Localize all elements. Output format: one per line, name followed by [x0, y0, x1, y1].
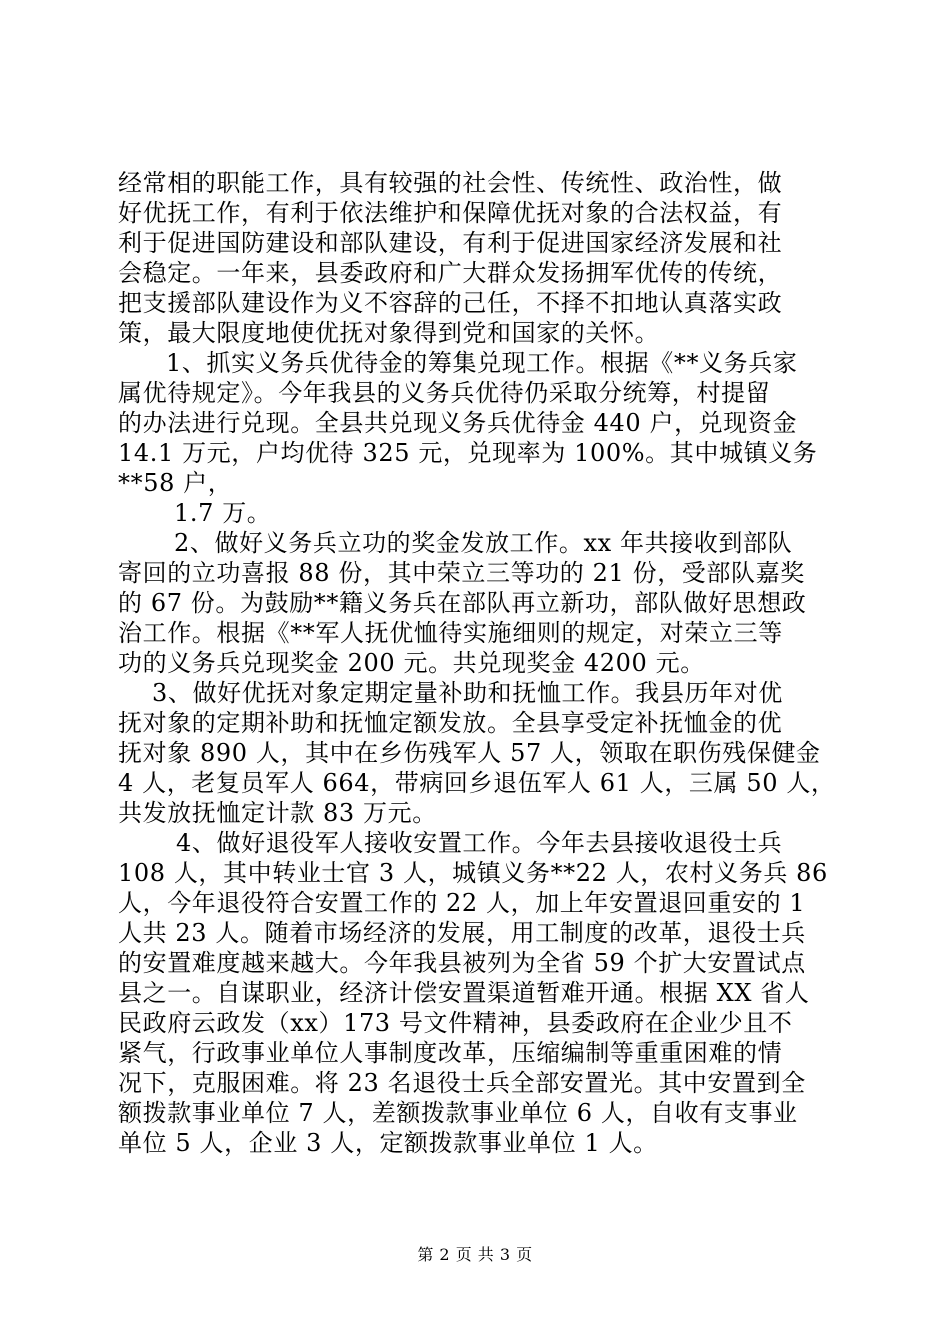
document-body [118, 168, 836, 1158]
paragraph-1-start: 1、抓实义务兵优待金的筹集兑现工作。根据《**义务兵家 [166, 349, 798, 377]
body-line: 利于促进国防建设和部队建设，有利于促进国家经济发展和社 [118, 229, 783, 257]
body-line: 经常相的职能工作，具有较强的社会性、传统性、政治性，做 [118, 169, 783, 197]
body-line: 抚对象的定期补助和抚恤定额发放。全县享受定补抚恤金的优 [118, 709, 783, 737]
body-line: 108 人，其中转业士官 3 人，城镇义务**22 人，农村义务兵 86 [118, 859, 828, 887]
paragraph-2-start: 2、做好义务兵立功的奖金发放工作。xx 年共接收到部队 [174, 529, 793, 557]
body-line: 况下，克服困难。将 23 名退役士兵全部安置光。其中安置到全 [118, 1069, 806, 1097]
body-line: 共发放抚恤定计款 83 万元。 [118, 799, 437, 827]
body-line: 治工作。根据《**军人抚优恤待实施细则的规定，对荣立三等 [118, 619, 783, 647]
page-number: 第 2 页 共 3 页 [417, 1245, 533, 1264]
body-line: 的 67 份。为鼓励**籍义务兵在部队再立新功，部队做好思想政 [118, 589, 807, 617]
body-line: 人，今年退役符合安置工作的 22 人，加上年安置退回重安的 1 [118, 889, 806, 917]
body-line: 策，最大限度地使优抚对象得到党和国家的关怀。 [118, 319, 660, 347]
body-line: 4 人，老复员军人 664，带病回乡退伍军人 61 人，三属 50 人， [118, 769, 836, 797]
body-line: 县之一。自谋职业，经济计偿安置渠道暂难开通。根据 XX 省人 [118, 979, 810, 1007]
paragraph-4-start: 4、做好退役军人接收安置工作。今年去县接收退役士兵 [176, 829, 783, 857]
body-line: 额拨款事业单位 7 人，差额拨款事业单位 6 人，自收有支事业 [118, 1099, 798, 1127]
body-line: 单位 5 人，企业 3 人，定额拨款事业单位 1 人。 [118, 1129, 658, 1157]
body-line: **58 户， [118, 469, 233, 497]
body-line: 紧气，行政事业单位人事制度改革，压缩编制等重重困难的情 [118, 1039, 783, 1067]
body-line: 人共 23 人。随着市场经济的发展，用工制度的改革，退役士兵 [118, 919, 806, 947]
body-line: 14.1 万元，户均优待 325 元，兑现率为 100%。其中城镇义务 [118, 439, 818, 467]
body-line: 会稳定。一年来，县委政府和广大群众发扬拥军优传的传统， [118, 259, 783, 287]
body-line: 寄回的立功喜报 88 份，其中荣立三等功的 21 份，受部队嘉奖 [118, 559, 805, 587]
body-line: 民政府云政发（xx）173 号文件精神，县委政府在企业少且不 [118, 1009, 793, 1037]
body-line: 的办法进行兑现。全县共兑现义务兵优待金 440 户，兑现资金 [118, 409, 798, 437]
body-line-indented: 1.7 万。 [174, 499, 272, 527]
body-line: 的安置难度越来越大。今年我县被列为全省 59 个扩大安置试点 [118, 949, 806, 977]
body-line: 把支援部队建设作为义不容辞的己任，不择不扣地认真落实政 [118, 289, 783, 317]
body-line: 属优待规定》。今年我县的义务兵优待仍采取分统筹，村提留 [118, 379, 771, 407]
paragraph-3-start: 3、做好优抚对象定期定量补助和抚恤工作。我县历年对优 [152, 679, 783, 707]
body-line: 功的义务兵兑现奖金 200 元。共兑现奖金 4200 元。 [118, 649, 705, 677]
body-line: 抚对象 890 人，其中在乡伤残军人 57 人，领取在职伤残保健金 [118, 739, 821, 767]
body-line: 好优抚工作，有利于依法维护和保障优抚对象的合法权益，有 [118, 199, 783, 227]
